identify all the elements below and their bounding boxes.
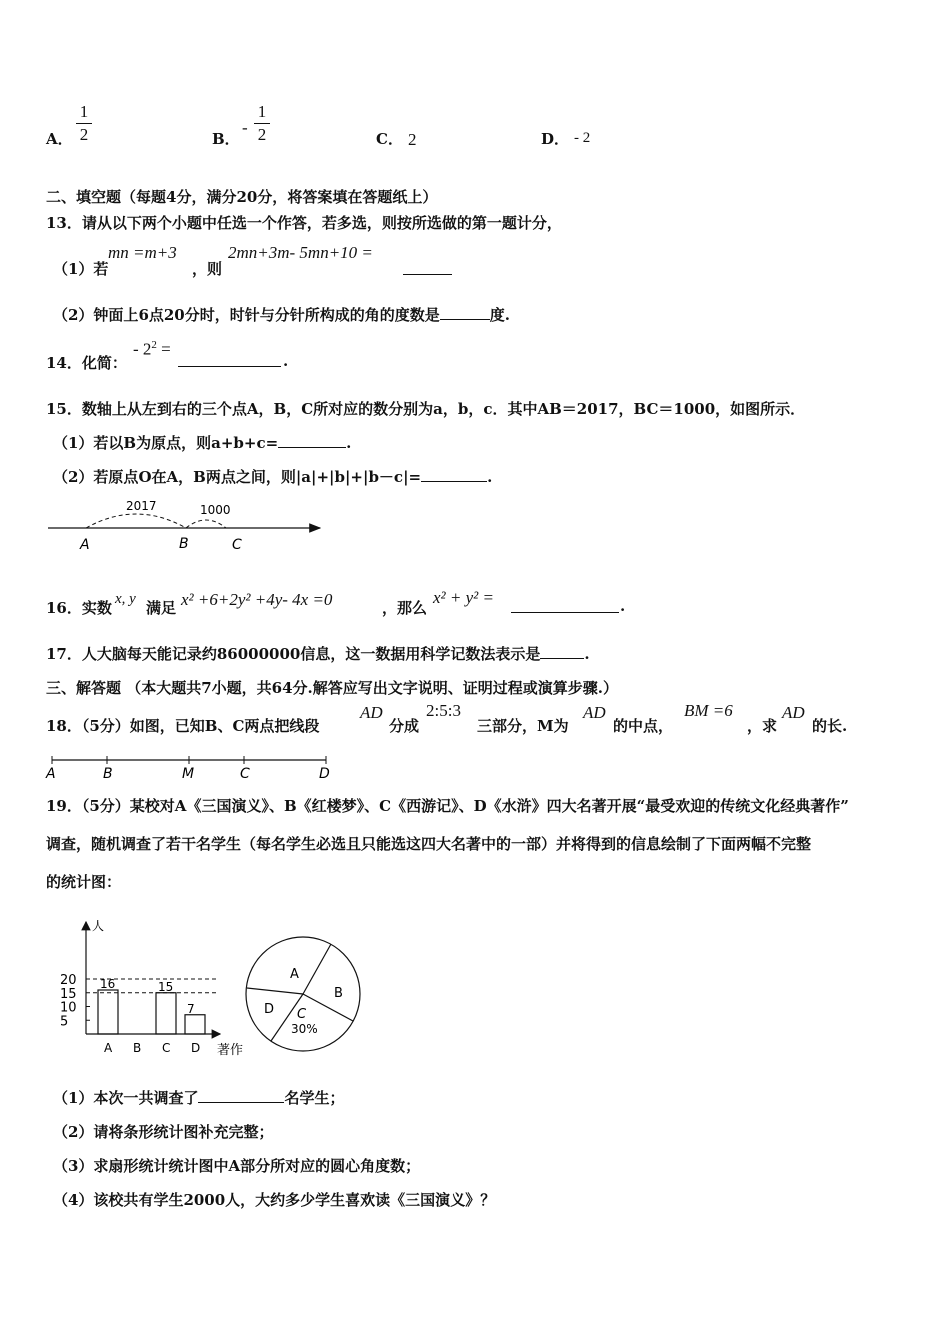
- option-c-label: C．: [376, 130, 403, 148]
- q19-line-2: 调查，随机调查了若干名学生（每名学生必选且只能选这四大名著中的一部）并将得到的信息绘制了下面两幅不完整: [46, 835, 812, 853]
- q13-p1-expression: 2mn+3m- 5mn+10 =: [228, 243, 373, 262]
- q18-text-2: 分成: [389, 717, 420, 735]
- q13-p1-answer-blank[interactable]: [403, 256, 452, 275]
- q19-line-3: 的统计图：: [46, 873, 122, 891]
- arc-ab: [86, 514, 186, 528]
- q15-p1: [53, 432, 351, 453]
- y-tick-label-5: 5: [60, 1014, 69, 1030]
- point-a-label: A: [80, 537, 90, 553]
- option-b-sign: -: [242, 118, 248, 137]
- q18-ratio: 2:5:3: [426, 701, 461, 720]
- pie-divider-da: [247, 988, 303, 994]
- option-b-numerator: 1: [257, 102, 267, 121]
- x-tick-label-A: A: [104, 1041, 113, 1055]
- point-c-label: C: [232, 537, 242, 553]
- pie-label-c: C: [297, 1007, 307, 1022]
- x-tick-label-D: D: [191, 1041, 201, 1055]
- option-a-denominator: 2: [79, 125, 89, 144]
- q15-p1-suffix: .: [346, 434, 352, 452]
- option-d-label: D．: [541, 130, 570, 148]
- q18-text-5: ，求: [747, 717, 778, 735]
- q16-mid: 满足: [146, 599, 177, 617]
- section2-heading: 二、填空题（每题4分，满分20分，将答案填在答题纸上）: [46, 188, 438, 206]
- q19-p1-suffix: 名学生；: [284, 1089, 345, 1107]
- q13-p2-answer-blank[interactable]: [440, 305, 490, 320]
- q17-suffix: .: [584, 645, 590, 663]
- q18-segment-ad: AD: [360, 703, 383, 722]
- q14-exponent: 2: [151, 339, 157, 351]
- q16-answer-blank[interactable]: [511, 596, 619, 613]
- q17-answer-blank[interactable]: [540, 644, 584, 659]
- bar-value-label-D: 7: [187, 1001, 195, 1016]
- pie-label-a: A: [290, 967, 299, 982]
- q19-p1-answer-blank[interactable]: [198, 1088, 284, 1103]
- pie-label-c-percent: 30%: [291, 1022, 318, 1036]
- q18-segment-figure: [42, 752, 342, 782]
- label-d: D: [319, 766, 330, 782]
- q13-p2: [53, 304, 510, 325]
- q18-text-1: 18．（5分）如图，已知B、C两点把线段: [46, 717, 320, 735]
- q19-p4: （4）该校共有学生2000人，大约多少学生喜欢读《三国演义》？: [53, 1191, 496, 1209]
- q15-p1-answer-blank[interactable]: [278, 433, 346, 448]
- q15-p2-answer-blank[interactable]: [421, 467, 487, 482]
- bar-value-label-C: 15: [158, 979, 174, 994]
- q16-prefix: 16．实数: [46, 599, 112, 617]
- bar-D: [185, 1015, 205, 1034]
- q16-then: ，那么: [382, 599, 428, 617]
- arc-bc: [186, 520, 226, 528]
- option-d-value: - 2: [574, 130, 591, 146]
- q15-p1-text: （1）若以B为原点，则a+b+c=: [53, 434, 279, 452]
- y-axis-label: 人: [92, 919, 105, 933]
- q15-p2: [53, 466, 492, 487]
- x-tick-label-C: C: [162, 1041, 171, 1055]
- q16-suffix: .: [620, 597, 626, 615]
- q19-pie-chart: [244, 935, 364, 1055]
- bar-A: [98, 990, 118, 1034]
- q19-p1-prefix: （1）本次一共调查了: [53, 1089, 199, 1107]
- q19-line-1: 19．（5分）某校对A《三国演义》、B《红楼梦》、C《西游记》、D《水浒》四大名著开展“最受欢迎的传统文化经典著作”: [46, 797, 849, 815]
- q19-p2: （2）请将条形统计图补充完整；: [53, 1123, 274, 1141]
- q17: [46, 643, 590, 664]
- q18-bm: BM =6: [684, 701, 733, 720]
- q17-text: 17．人大脑每天能记录约86000000信息，这一数据用科学记数法表示是: [46, 645, 541, 663]
- option-a-fraction: [76, 103, 92, 144]
- q18-text-4: 的中点，: [613, 717, 674, 735]
- q14-equals: =: [156, 339, 171, 359]
- q14-base: - 2: [133, 339, 152, 359]
- option-b-fraction: [254, 103, 270, 144]
- q13-p2-suffix: 度.: [489, 306, 510, 324]
- y-tick-label-20: 20: [60, 973, 77, 988]
- q16-target: x² + y² =: [433, 588, 494, 607]
- section3-heading: 三、解答题 （本大题共7小题，共64分.解答应写出文字说明、证明过程或演算步骤.）: [46, 679, 618, 697]
- q14-expression: [133, 339, 171, 360]
- label-bc-length: 1000: [200, 503, 231, 517]
- q18-segment-ad-3: AD: [782, 703, 805, 722]
- point-b-label: B: [179, 536, 189, 552]
- pie-divider-bc: [303, 994, 353, 1021]
- q15-number-line-figure: [44, 494, 334, 556]
- q15-stem: 15．数轴上从左到右的三个点A，B，C所对应的数分别为a，b，c．其中AB＝2017，BC＝1000，如图所示．: [46, 400, 806, 418]
- q19-bar-chart: [56, 912, 252, 1062]
- x-axis-label: 著作: [217, 1043, 244, 1058]
- q14-answer-blank[interactable]: [178, 350, 281, 367]
- y-tick-label-15: 15: [60, 986, 77, 1002]
- q18-text-6: 的长.: [812, 717, 848, 735]
- q18-text-3: 三部分，M为: [477, 717, 569, 735]
- q15-p2-text: （2）若原点O在A，B两点之间，则|a|+|b|+|b－c|=: [53, 468, 422, 486]
- q13-p1-condition: mn =m+3: [108, 243, 177, 262]
- q19-p1: [53, 1087, 344, 1108]
- q13-p2-text: （2）钟面上6点20分时，时针与分针所构成的角的度数是: [53, 306, 440, 324]
- option-a-numerator: 1: [79, 102, 89, 121]
- label-a: A: [46, 766, 56, 782]
- bar-C: [156, 993, 176, 1034]
- label-b: B: [103, 766, 113, 782]
- option-b-label: B．: [212, 130, 240, 148]
- x-tick-label-B: B: [133, 1041, 142, 1055]
- pie-label-d: D: [264, 1002, 275, 1017]
- pie-divider-ab: [303, 944, 331, 994]
- q13-stem: 13．请从以下两个小题中任选一个作答，若多选，则按所选做的第一题计分，: [46, 214, 562, 232]
- option-b-denominator: 2: [257, 125, 267, 144]
- q18-segment-ad-2: AD: [583, 703, 606, 722]
- q15-p2-suffix: .: [487, 468, 493, 486]
- q13-p1-then: ，则: [192, 260, 223, 278]
- option-a-label: A．: [46, 130, 73, 148]
- q14-suffix: .: [283, 352, 289, 370]
- y-tick-label-10: 10: [60, 1000, 77, 1016]
- pie-label-b: B: [334, 986, 343, 1001]
- q14-prefix: 14．化简：: [46, 354, 127, 372]
- q16-vars: x, y: [115, 591, 136, 607]
- label-ab-length: 2017: [126, 499, 157, 513]
- label-c: C: [240, 766, 250, 782]
- q16-equation: x² +6+2y² +4y- 4x =0: [181, 590, 333, 609]
- q19-p3: （3）求扇形统计统计图中A部分所对应的圆心角度数；: [53, 1157, 421, 1175]
- option-c-value: 2: [408, 130, 417, 149]
- q13-p1-prefix: （1）若: [53, 260, 109, 278]
- bar-value-label-A: 16: [100, 977, 116, 991]
- label-m: M: [182, 766, 195, 782]
